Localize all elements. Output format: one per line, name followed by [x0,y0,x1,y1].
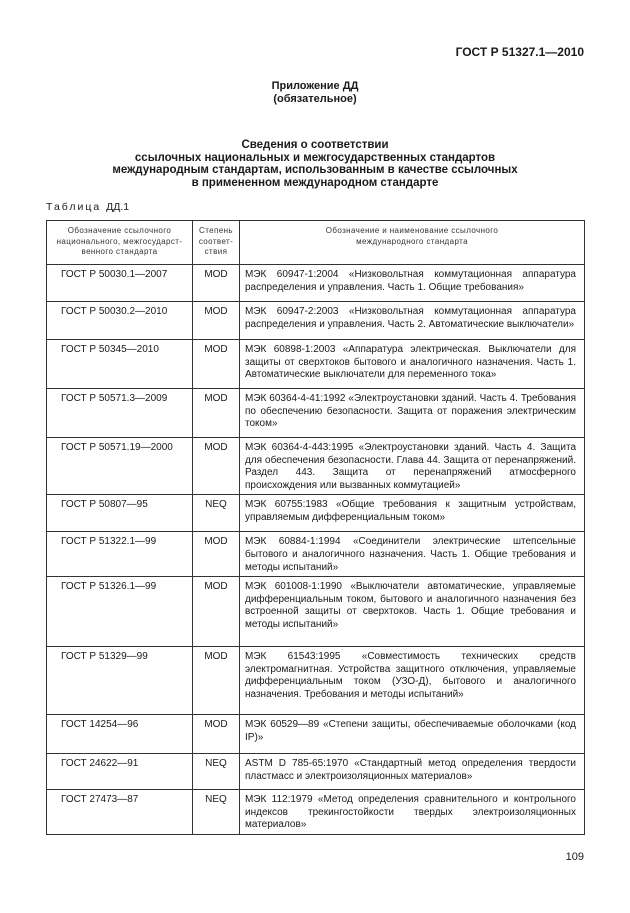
heading-line: Сведения о соответствии [241,139,389,151]
international-standard-cell: МЭК 60364-4-443:1995 «Электроустановки зданий. Часть 4. Защита для обеспечения безопасности. Глава 44. Защита от перенапряжений. Раздел 443. Защита от перенапряжений атмосферного происхождения или вызванных коммутацией» [240,438,585,495]
international-standard-cell: МЭК 60755:1983 «Общие требования к защитным устройствам, управляемым дифференциальным током» [240,495,585,532]
degree-cell: MOD [193,647,240,715]
table-row [47,389,585,438]
national-standard-cell: ГОСТ Р 50807—95 [47,495,193,532]
national-standard-cell: ГОСТ 14254—96 [47,715,193,754]
annex-name: Приложение ДД [271,80,359,92]
table-row [47,340,585,389]
national-standard-cell: ГОСТ 27473—87 [47,790,193,835]
national-standard-cell: ГОСТ Р 51326.1—99 [47,577,193,647]
national-standard-cell: ГОСТ Р 50571.19—2000 [47,438,193,495]
international-standard-cell: МЭК 60884-1:1994 «Соединители электрические штепсельные бытового и аналогичного назначения. Часть 1. Общие требования и методы испытаний» [240,532,585,577]
international-standard-cell: МЭК 601008-1:1990 «Выключатели автоматические, управляемые дифференциальным током, бытового и аналогичного назначения без встроенной защиты от сверхтоков. Часть 1. Общие требования и методы испытаний» [240,577,585,647]
international-standard-cell: МЭК 112:1979 «Метод определения сравнительного и контрольного индексов трекингостойкости твердых электроизоляционных материалов» [240,790,585,835]
table-row [47,715,585,754]
table-caption-number: ДД.1 [106,201,130,213]
annex-status: (обязательное) [273,93,357,105]
column-header-international: Обозначение и наименование ссылочного международного стандарта [240,221,585,265]
degree-cell: MOD [193,302,240,340]
degree-cell: NEQ [193,754,240,790]
table-header-row [47,221,585,265]
table-caption-word: Таблица [46,201,102,213]
table-row [47,577,585,647]
national-standard-cell: ГОСТ Р 51322.1—99 [47,532,193,577]
column-header-degree: Степень соответ-ствия [193,221,240,265]
national-standard-cell: ГОСТ Р 50345—2010 [47,340,193,389]
international-standard-cell: МЭК 60898-1:2003 «Аппаратура электрическая. Выключатели для защиты от сверхтоков бытового и аналогичного назначения. Часть 1. Автоматические выключатели для переменного тока» [240,340,585,389]
national-standard-cell: ГОСТ Р 50030.1—2007 [47,265,193,302]
table-row [47,532,585,577]
degree-cell: MOD [193,265,240,302]
international-standard-cell: МЭК 61543:1995 «Совместимость технических средств электромагнитная. Устройства защитного отключения, управляемые дифференциальным током (УЗО-Д), бытового и аналогичного назначения. Требования и методы испытаний» [240,647,585,715]
national-standard-cell: ГОСТ Р 50571.3—2009 [47,389,193,438]
degree-cell: NEQ [193,495,240,532]
table-row [47,495,585,532]
section-heading [0,139,630,189]
heading-line: в примененном международном стандарте [191,176,439,189]
page-number: 109 [565,851,584,863]
table-caption [46,201,129,213]
table-row [47,647,585,715]
heading-line: международным стандартам, использованным в качестве ссылочных [112,164,518,176]
national-standard-cell: ГОСТ Р 50030.2—2010 [47,302,193,340]
document-code: ГОСТ Р 51327.1—2010 [455,45,584,59]
degree-cell: MOD [193,715,240,754]
national-standard-cell: ГОСТ Р 51329—99 [47,647,193,715]
degree-cell: MOD [193,340,240,389]
table-row [47,790,585,835]
table-row [47,302,585,340]
degree-cell: MOD [193,577,240,647]
table-row [47,438,585,495]
degree-cell: MOD [193,532,240,577]
column-header-national: Обозначение ссылочного национального, межгосударст-венного стандарта [47,221,193,265]
table-row [47,265,585,302]
heading-line: ссылочных национальных и межгосударственных стандартов [134,151,496,164]
degree-cell: NEQ [193,790,240,835]
table-row [47,754,585,790]
international-standard-cell: МЭК 60947-2:2003 «Низковольтная коммутационная аппаратура распределения и управления. Часть 2. Автоматические выключатели» [240,302,585,340]
international-standard-cell: МЭК 60364-4-41:1992 «Электроустановки зданий. Часть 4. Требования по обеспечению безопасности. Защита от поражения электрическим током» [240,389,585,438]
international-standard-cell: МЭК 60947-1:2004 «Низковольтная коммутационная аппаратура распределения и управления. Часть 1. Общие требования» [240,265,585,302]
standards-table [46,220,585,835]
degree-cell: MOD [193,438,240,495]
degree-cell: MOD [193,389,240,438]
national-standard-cell: ГОСТ 24622—91 [47,754,193,790]
international-standard-cell: МЭК 60529—89 «Степени защиты, обеспечиваемые оболочками (код IP)» [240,715,585,754]
international-standard-cell: ASTM D 785-65:1970 «Стандартный метод определения твердости пластмасс и электроизоляционных материалов» [240,754,585,790]
annex-title [0,80,630,106]
